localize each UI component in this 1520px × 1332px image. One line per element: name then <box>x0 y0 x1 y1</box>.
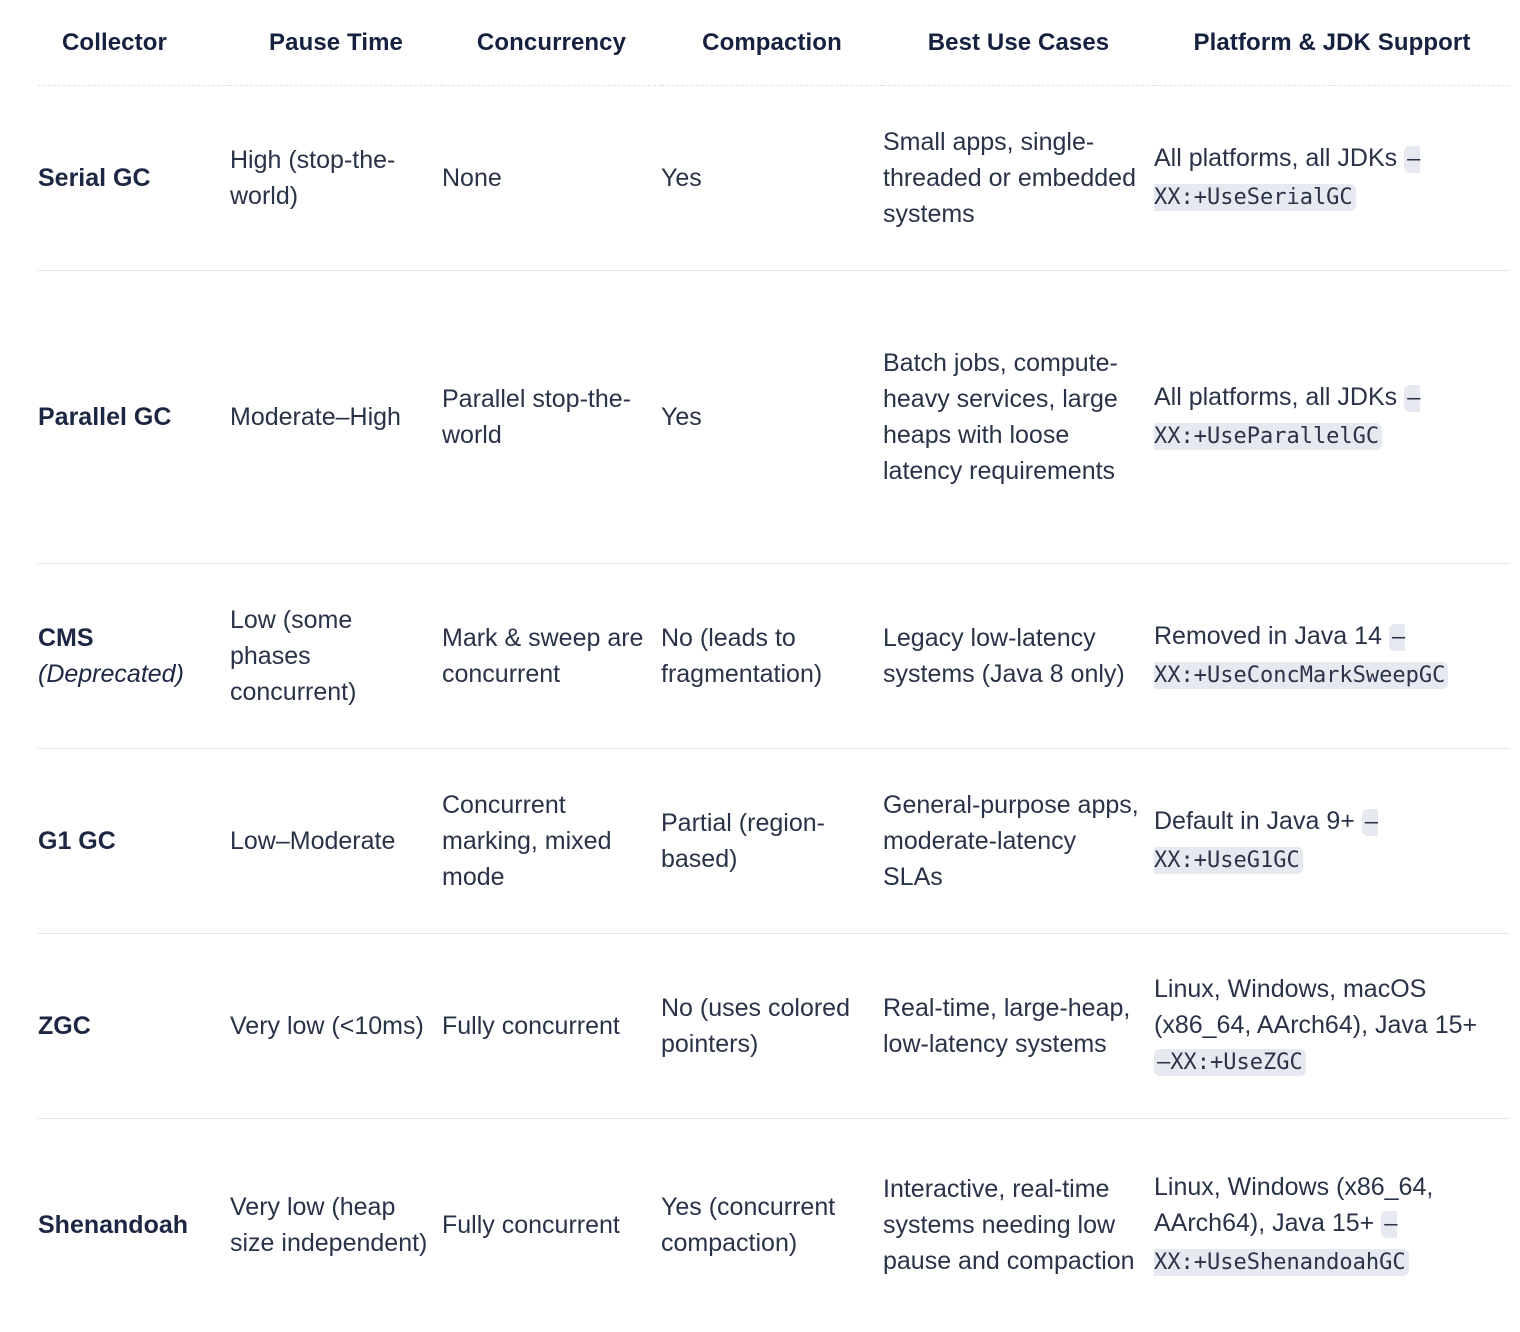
use-cases-cell: General-purpose apps, moderate-latency SLAs <box>883 749 1154 934</box>
compaction-cell: Yes <box>661 86 883 271</box>
use-cases-cell: Batch jobs, compute-heavy services, large heaps with loose latency requirements <box>883 271 1154 564</box>
header-concurrency: Concurrency <box>442 0 661 86</box>
collector-name: CMS <box>38 624 94 652</box>
header-row <box>38 0 1510 86</box>
table-row <box>38 749 1510 934</box>
table-row <box>38 934 1510 1119</box>
platform-text: Linux, Windows, macOS (x86_64, AArch64), Java 15+ <box>1154 975 1478 1039</box>
header-pause-time: Pause Time <box>230 0 442 86</box>
platform-cell <box>1154 86 1510 271</box>
compaction-cell: No (uses colored pointers) <box>661 934 883 1119</box>
jvm-flag-code: –XX:+UseSerialGC <box>1154 147 1421 210</box>
platform-text: Removed in Java 14 <box>1154 622 1382 650</box>
header-best-use-cases: Best Use Cases <box>883 0 1154 86</box>
table-row <box>38 86 1510 271</box>
pause-time-cell: Low–Moderate <box>230 749 442 934</box>
gc-comparison-table <box>38 0 1510 1331</box>
table-row <box>38 564 1510 749</box>
pause-time-cell: Very low (<10ms) <box>230 934 442 1119</box>
header-compaction: Compaction <box>661 0 883 86</box>
jvm-flag-code: –XX:+UseZGC <box>1154 1049 1306 1076</box>
collector-cell <box>38 271 230 564</box>
concurrency-cell: Concurrent marking, mixed mode <box>442 749 661 934</box>
header-platform-jdk-support: Platform & JDK Support <box>1154 0 1510 86</box>
jvm-flag-code: –XX:+UseG1GC <box>1154 810 1379 873</box>
table-body <box>38 86 1510 1332</box>
pause-time-cell: Moderate–High <box>230 271 442 564</box>
collector-name: ZGC <box>38 1012 91 1040</box>
collector-cell <box>38 749 230 934</box>
collector-name: Parallel GC <box>38 403 172 431</box>
compaction-cell: Partial (region-based) <box>661 749 883 934</box>
platform-text: All platforms, all JDKs <box>1154 383 1398 411</box>
header-collector: Collector <box>38 0 230 86</box>
collector-cell <box>38 564 230 749</box>
compaction-cell: Yes <box>661 271 883 564</box>
table-row <box>38 1119 1510 1332</box>
pause-time-cell: High (stop-the-world) <box>230 86 442 271</box>
jvm-flag-code: –XX:+UseParallelGC <box>1154 386 1421 449</box>
concurrency-cell: Fully concurrent <box>442 1211 620 1239</box>
platform-text: All platforms, all JDKs <box>1154 144 1398 172</box>
jvm-flag-code: –XX:+UseConcMarkSweepGC <box>1154 624 1448 689</box>
deprecated-note: (Deprecated) <box>38 660 184 688</box>
use-cases-cell: Interactive, real-time systems needing low pause and compaction <box>883 1175 1135 1275</box>
collector-cell <box>38 1119 230 1332</box>
gc-comparison-table-wrapper <box>38 0 1510 1331</box>
table-header <box>38 0 1510 86</box>
platform-cell <box>1154 1119 1510 1332</box>
platform-cell <box>1154 564 1510 749</box>
collector-name: Shenandoah <box>38 1211 189 1239</box>
use-cases-cell: Small apps, single-threaded or embedded systems <box>883 86 1154 271</box>
compaction-cell: Yes (concurrent compaction) <box>661 1193 836 1257</box>
concurrency-cell: Fully concurrent <box>442 934 661 1119</box>
pause-time-cell: Very low (heap size independent) <box>230 1193 428 1257</box>
pause-time-cell: Low (some phases concurrent) <box>230 564 442 749</box>
concurrency-cell: None <box>442 86 661 271</box>
platform-cell <box>1154 749 1510 934</box>
table-row <box>38 271 1510 564</box>
concurrency-cell: Mark & sweep are concurrent <box>442 564 661 749</box>
use-cases-cell: Legacy low-latency systems (Java 8 only) <box>883 564 1154 749</box>
platform-text: Default in Java 9+ <box>1154 807 1355 835</box>
collector-cell <box>38 934 230 1119</box>
jvm-flag-code: –XX:+UseShenandoahGC <box>1154 1211 1409 1276</box>
collector-name: G1 GC <box>38 827 116 855</box>
platform-cell <box>1154 934 1510 1119</box>
platform-cell <box>1154 271 1510 564</box>
concurrency-cell: Parallel stop-the-world <box>442 271 661 564</box>
platform-text: Linux, Windows (x86_64, AArch64), Java 15+ <box>1154 1173 1434 1237</box>
collector-name: Serial GC <box>38 164 151 192</box>
use-cases-cell: Real-time, large-heap, low-latency systems <box>883 934 1154 1119</box>
compaction-cell: No (leads to fragmentation) <box>661 564 883 749</box>
collector-cell <box>38 86 230 271</box>
